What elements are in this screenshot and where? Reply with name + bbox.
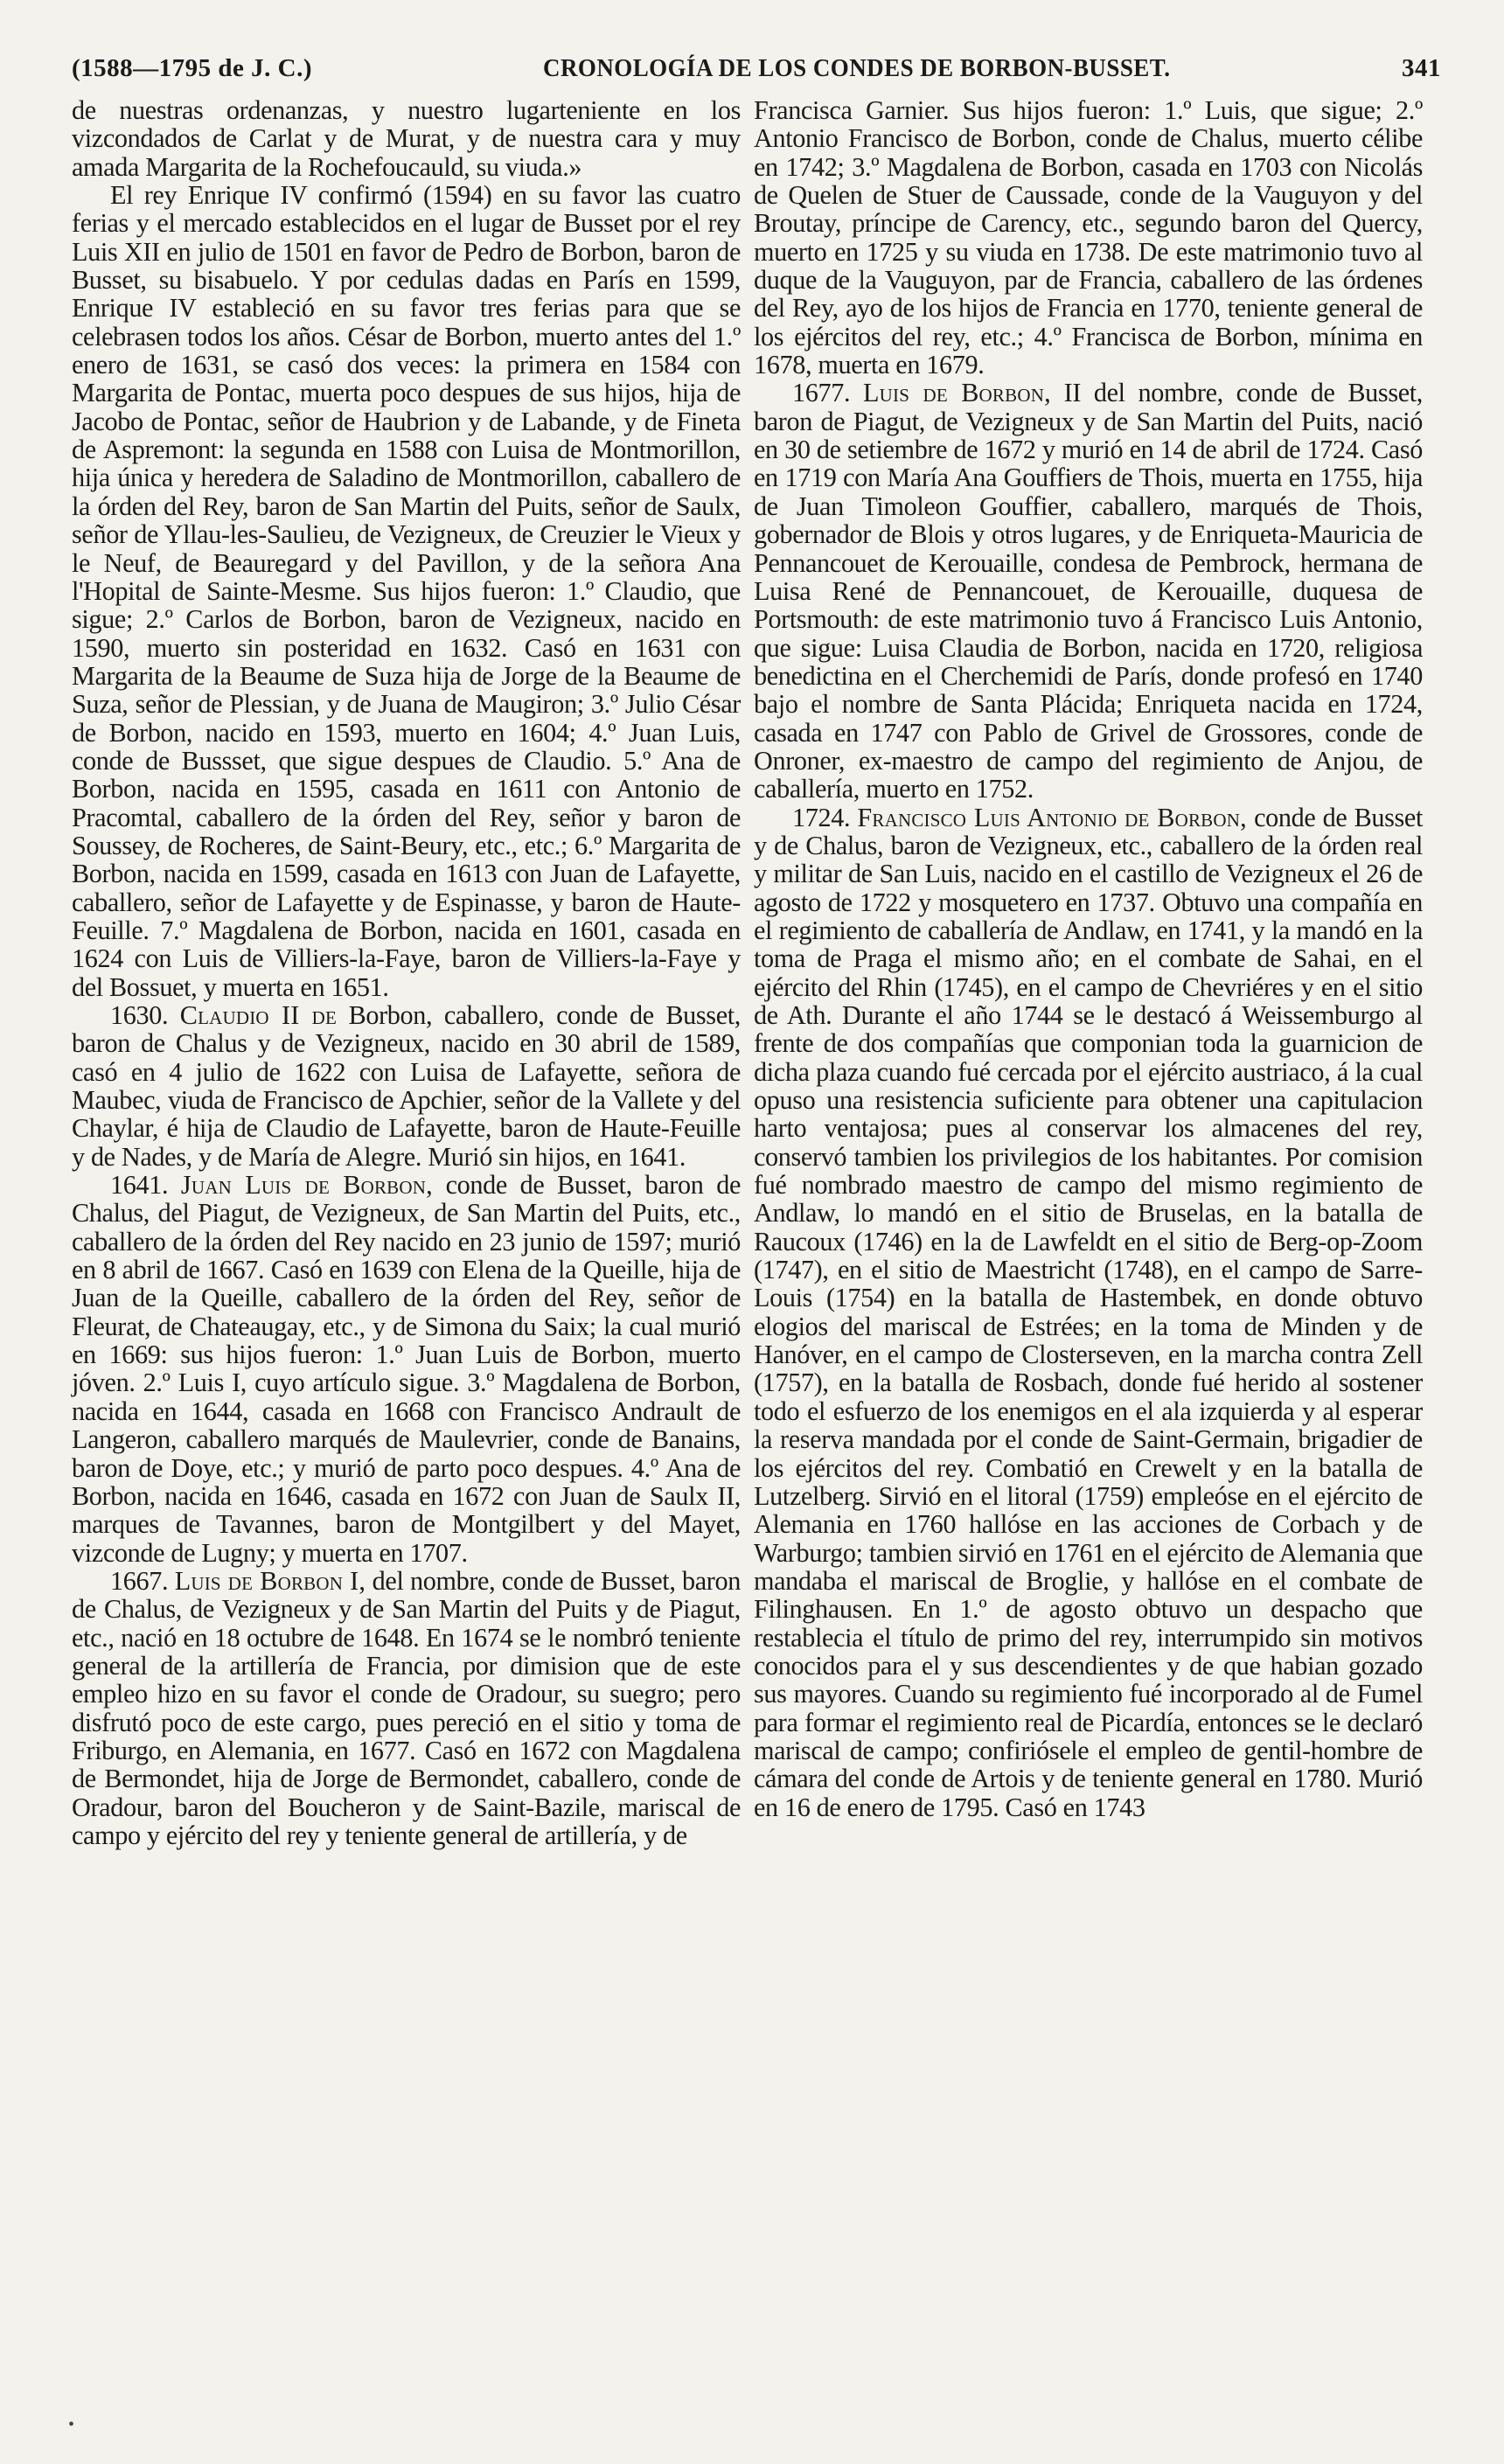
paragraph: de nuestras ordenanzas, y nuestro lugarteniente en los vizcondados de Carlat y de Murat, y de nuestra cara y muy amada Margarita de la Rochefoucauld, su viuda.» — [72, 95, 741, 182]
entry-text: II del nombre, conde de Busset, baron de Piagut, de Vezigneux y de San Martin del Puits, nació en 30 de setiembre de 1672 y murió en 14 de abril de 1724. Casó en 1719 con María Ana Gouffiers de Thois, muerta en 1755, hija de Juan Timoleon Gouffier, caballero, marqués de Thois, gobernador de Blois y otros lugares, y de Enriqueta-Mauricia de Pennancouet de Kerouaille, condesa de Pembrock, hermana de Luisa René de Pennancouet, de Kerouaille, duquesa de Portsmouth: de este matrimonio tuvo á Francisco Luis Antonio, que sigue: Luisa Claudia de Borbon, nacida en 1720, religiosa benedictina en el Cherchemidi de París, donde profesó en 1740 bajo el nombre de Santa Plácida; Enriqueta nacida en 1724, casada en 1747 con Pablo de Grivel de Grossores, conde de Onroner, ex-maestro de campo del regimiento de Anjou, de caballería, muerto en 1752. — [754, 378, 1423, 804]
entry-name: Juan Luis de Borbon, — [180, 1170, 433, 1201]
entry-text: conde de Busset y de Chalus, baron de Vezigneux, etc., caballero de la órden real y militar de San Luis, nacido en el castillo de Vezigneux el 26 de agosto de 1722 y mosquetero en 1737. Obtuvo una compañía en el regimiento de caballería de Andlaw, en 1741, y la mandó en la toma de Praga el mismo año; en el combate de Sahai, en el ejército del Rhin (1745), en el campo de Chevriéres y en el sitio de Ath. Durante el año 1744 se le destacó á Weissemburgo al frente de dos compañías que componian toda la guarnicion de dicha plaza cuando fué cercada por el ejército austriaco, á la cual opuso una resistencia suficiente para obtener una capitulacion harto ventajosa; pues al conservar los almacenes del rey, conservó tambien los privilegios de los habitantes. Por comision fué nombrado maestro de campo del mismo regimiento de Andlaw, lo mandó en el sitio de Bruselas, en la batalla de Raucoux (1746) en la de Lawfeldt en el sitio de Berg-op-Zoom (1747), en el sitio de Maestricht (1748), en el campo de Sarre-Louis (1754) en la batalla de Hastembek, en donde obtuvo elogios del mariscal de Estrées; en la toma de Minden y de Hanóver, en el campo de Closterseven, en la marcha contra Zell (1757), en la batalla de Rosbach, donde fué herido al sostener todo el esfuerzo de los enemigos en el ala izquierda y al esperar la reserva mandada por el conde de Saint-Germain, brigadier de los ejércitos del rey. Combatió en Crewelt y en la batalla de Lutzelberg. Sirvió en el litoral (1759) empleóse en el ejército de Alemania en 1760 hallóse en las acciones de Corbach y de Warburgo; tambien sirvió en 1761 en el ejército de Alemania que mandaba el mariscal de Broglie, y hallóse en el combate de Filinghausen. En 1.º de agosto obtuvo un despacho que restablecia el título de primo del rey, interrumpido sin motivos conocidos para el y sus descendientes y de que habian gozado sus mayores. Cuando su regimiento fué incorporado al de Fumel para formar el regimiento real de Picardía, entonces se le declaró mariscal de campo; confiriósele el empleo de gentil-hombre de cámara del conde de Artois y de teniente general en 1780. Murió en 16 de enero de 1795. Casó en 1743 — [754, 802, 1423, 1822]
entry-text: conde de Busset, baron de Chalus, del Piagut, de Vezigneux, de San Martin del Puits, etc., caballero de la órden del Rey nacido en 23 junio de 1597; murió en 8 abril de 1667. Casó en 1639 con Elena de la Queille, hija de Juan de la Queille, caballero de la órden del Rey, señor de Fleurat, de Chateaugay, etc., y de Simona du Saix; la cual murió en 1669: sus hijos fueron: 1.º Juan Luis de Borbon, muerto jóven. 2.º Luis I, cuyo artículo sigue. 3.º Magdalena de Borbon, nacida en 1644, casada en 1668 con Francisco Andrault de Langeron, caballero marqués de Maulevrier, conde de Banains, baron de Doye, etc.; y murió de parto poco despues. 4.º Ana de Borbon, nacida en 1646, casada en 1672 con Juan de Saulx II, marques de Tavannes, baron de Montgilbert y del Mayet, vizconde de Lugny; y muerta en 1707. — [72, 1170, 741, 1568]
entry-text: Borbon, caballero, conde de Busset, baron de Chalus y de Vezigneux, nacido en 30 abril de 1589, casó en 4 julio de 1622 con Luisa de Lafayette, señora de Maubec, viuda de Francisco de Apchier, señor de la Vallete y del Chaylar, é hija de Claudio de Lafayette, baron de Haute-Feuille y de Nades, y de María de Alegre. Murió sin hijos, en 1641. — [72, 1000, 741, 1172]
date-range: (1588—1795 de J. C.) — [72, 54, 313, 82]
footer-mark: • — [68, 2415, 75, 2434]
entry-claudio-ii — [72, 1001, 741, 1171]
entry-year: 1630. — [110, 1000, 169, 1030]
entry-name: Claudio II de — [179, 1000, 337, 1030]
paragraph: Francisca Garnier. Sus hijos fueron: 1.º Luis, que sigue; 2.º Antonio Francisco de Borbon, conde de Chalus, muerto célibe en 1742; 3.º Magdalena de Borbon, casada en 1703 con Nicolás de Quelen de Stuer de Caussade, conde de la Vauguyon y del Broutay, príncipe de Carency, etc., segundo baron del Quercy, muerto en 1725 y su viuda en 1738. De este matrimonio tuvo al duque de la Vauguyon, par de Francia, caballero de las órdenes del Rey, ayo de los hijos de Francia en 1770, teniente general de los ejércitos del rey, etc.; 4.º Francisca de Borbon, mínima en 1678, muerta en 1679. — [754, 95, 1423, 380]
entry-name: Luis de Borbon I, — [174, 1565, 366, 1596]
page-title: CRONOLOGÍA DE LOS CONDES DE BORBON-BUSSET. — [543, 54, 1171, 82]
paragraph: El rey Enrique IV confirmó (1594) en su favor las cuatro ferias y el mercado establecidos en el lugar de Busset por el rey Luis XII en julio de 1501 en favor de Pedro de Borbon, baron de Busset, su bisabuelo. Y por cedulas dadas en París en 1599, Enrique IV estableció en su favor tres ferias para que se celebrasen todos los años. César de Borbon, muerto antes del 1.º enero de 1631, se casó dos veces: la primera en 1584 con Margarita de Pontac, muerta poco despues de sus hijos, hija de Jacobo de Pontac, señor de Haubrion y de Labande, y de Fineta de Aspremont: la segunda en 1588 con Luisa de Montmorillon, hija única y heredera de Saladino de Montmorillon, caballero de la órden del Rey, baron de San Martin del Puits, señor de Saulx, señor de Yllau-les-Saulieu, de Vezigneux, de Creuzier le Vieux y le Neuf, de Beauregard y del Pavillon, y de la señora Ana l'Hopital de Sainte-Mesme. Sus hijos fueron: 1.º Claudio, que sigue; 2.º Carlos de Borbon, baron de Vezigneux, nacido en 1590, muerto sin posteridad en 1632. Casó en 1631 con Margarita de la Beaume de Suza hija de Jorge de la Beaume de Suza, señor de Plessian, y de Juana de Maugiron; 3.º Julio César de Borbon, nacido en 1593, muerto en 1604; 4.º Juan Luis, conde de Bussset, que sigue despues de Claudio. 5.º Ana de Borbon, nacida en 1595, casada en 1611 con Antonio de Pracomtal, caballero de la órden del Rey, señor y baron de Soussey, de Rocheres, de Saint-Beury, etc., etc.; 6.º Margarita de Borbon, nacida en 1599, casada en 1613 con Juan de Lafayette, caballero, señor de Lafayette y de Espinasse, y baron de Haute-Feuille. 7.º Magdalena de Borbon, nacida en 1601, casada en 1624 con Luis de Villiers-la-Faye, baron de Villiers-la-Faye y del Bossuet, y muerta en 1651. — [72, 180, 741, 1002]
entry-luis-i — [72, 1567, 741, 1849]
entry-year: 1667. — [110, 1565, 169, 1596]
entry-year: 1724. — [792, 802, 851, 832]
left-column — [72, 96, 741, 1849]
entry-year: 1677. — [792, 378, 851, 408]
running-header — [72, 54, 1441, 83]
entry-juan-luis — [72, 1171, 741, 1567]
right-column — [754, 96, 1423, 1821]
entry-year: 1641. — [110, 1170, 169, 1201]
entry-francisco-luis-antonio — [754, 804, 1423, 1821]
entry-text: del nombre, conde de Busset, baron de Chalus, de Vezigneux y de San Martin del Puits y de Piagut, etc., nació en 18 octubre de 1648. En 1674 se le nombró teniente general de la artillería de Francia, por dimision que de este empleo hizo en su favor el conde de Oradour, su suegro; pero disfrutó poco de este cargo, pues pereció en el sitio y toma de Friburgo, en Alemania, en 1677. Casó en 1672 con Magdalena de Bermondet, hija de Jorge de Bermondet, caballero, conde de Oradour, baron del Boucheron y de Saint-Bazile, mariscal de campo y ejército del rey y teniente general de artillería, y de — [72, 1565, 741, 1850]
entry-name: Francisco Luis Antonio de Borbon, — [857, 802, 1247, 832]
entry-name: Luis de Borbon, — [863, 378, 1051, 408]
page-number: 341 — [1401, 54, 1441, 82]
entry-luis-ii — [754, 379, 1423, 803]
